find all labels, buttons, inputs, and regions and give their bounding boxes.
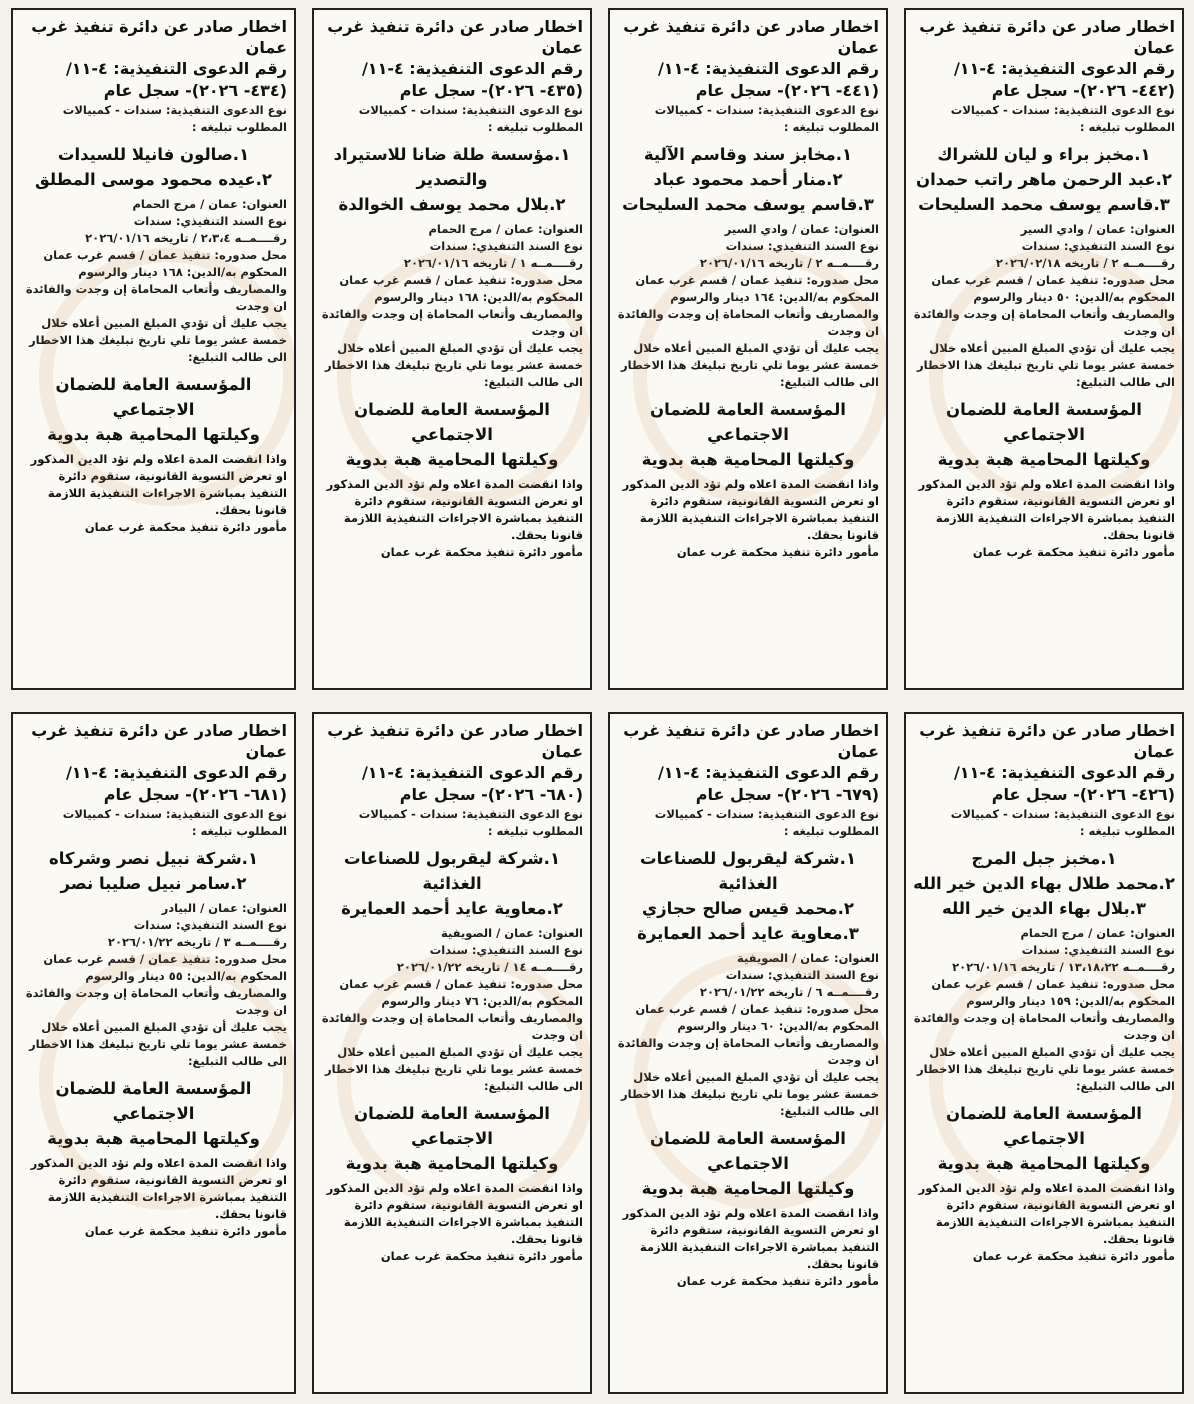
notice-435 [312,8,592,690]
party-1: ١.شركة ليقربول للصناعات الغذائية [343,849,561,893]
doc-number: رقــــمــه ١٣،١٨،٢٢ / تاريخه ٢٠٢٦/٠١/١٦ [952,960,1175,974]
signature: مأمور دائرة تنفيذ محكمة غرب عمان [84,520,287,534]
doc-type: نوع السند التنفيذي: سندات [725,239,879,253]
debt-amount: المحكوم به/الدين: ١٥٩ دينار والرسوم والمصاريف وأتعاب المحاماة إن وجدت والفائدة ان وجدت [913,994,1175,1042]
issuer: محل صدوره: تنفيذ عمان / قسم غرب عمان [931,977,1175,991]
issuer: محل صدوره: تنفيذ عمان / قسم غرب عمان [635,1002,879,1016]
party-1: ١.صالون فانيلا للسيدات [57,145,250,164]
address: العنوان: عمان / مرج الحمام [132,197,287,211]
issuer: محل صدوره: تنفيذ عمان / قسم غرب عمان [43,952,287,966]
doc-type: نوع السند التنفيذي: سندات [725,968,879,982]
warning-text: واذا انقضت المدة اعلاه ولم تؤد الدين المذكور او تعرض التسوية القانونية، ستقوم دائرة التنفيذ بمباشرة الاجراءات التنفيذية اللازمة قانونا بحقك. [326,1181,583,1246]
address: العنوان: عمان / وادي السير [724,222,879,236]
notice-title: اخطار صادر عن دائرة تنفيذ غرب عمان [31,721,287,761]
warning-text: واذا انقضت المدة اعلاه ولم تؤد الدين المذكور او تعرض التسوية القانونية، ستقوم دائرة التنفيذ بمباشرة الاجراءات التنفيذية اللازمة قانونا بحقك. [622,1206,879,1271]
notice-title: اخطار صادر عن دائرة تنفيذ غرب عمان [31,17,287,57]
party-1: ١.مخبز براء و ليان للشراك [937,145,1151,164]
warning-text: واذا انقضت المدة اعلاه ولم تؤد الدين المذكور او تعرض التسوية القانونية، ستقوم دائرة التنفيذ بمباشرة الاجراءات التنفيذية اللازمة قانونا بحقك. [30,452,287,517]
debt-amount: المحكوم به/الدين: ١٦٤ دينار والرسوم والمصاريف وأتعاب المحاماة إن وجدت والفائدة ان وجدت [617,290,879,338]
case-number: رقم الدعوى التنفيذية: ٤-١١/ (٤٣٥- ٢٠٢٦)- سجل عام [361,59,583,100]
party-1: ١.شركة نبيل نصر وشركاه [48,849,259,868]
deadline-text: يجب عليك أن تؤدي المبلغ المبين أعلاه خلال خمسة عشر يوما تلي تاريخ تبليغك هذا الاخطار الى طالب التبليغ: [917,1045,1175,1093]
notice-680 [312,712,592,1394]
case-type: نوع الدعوى التنفيذية: سندات - كمبيالات [950,103,1175,117]
creditor-org: المؤسسة العامة للضمان الاجتماعي [650,400,846,444]
notify-label: المطلوب تبليغه : [487,824,583,838]
party-2: ٢.بلال محمد يوسف الخوالدة [338,195,566,214]
case-type: نوع الدعوى التنفيذية: سندات - كمبيالات [62,807,287,821]
notice-title: اخطار صادر عن دائرة تنفيذ غرب عمان [327,721,583,761]
party-3: ٣.قاسم يوسف محمد السليحات [622,195,874,214]
doc-type: نوع السند التنفيذي: سندات [1021,943,1175,957]
doc-type: نوع السند التنفيذي: سندات [133,214,287,228]
debt-amount: المحكوم به/الدين: ٦٠ دينار والرسوم والمصاريف وأتعاب المحاماة إن وجدت والفائدة ان وجدت [617,1019,879,1067]
deadline-text: يجب عليك أن تؤدي المبلغ المبين أعلاه خلال خمسة عشر يوما تلي تاريخ تبليغك هذا الاخطار الى طالب التبليغ: [29,1020,287,1068]
case-number: رقم الدعوى التنفيذية: ٤-١١/ (٤٤١- ٢٠٢٦)- سجل عام [657,59,879,100]
issuer: محل صدوره: تنفيذ عمان / قسم غرب عمان [339,977,583,991]
case-type: نوع الدعوى التنفيذية: سندات - كمبيالات [358,103,583,117]
notice-681 [11,712,296,1394]
notice-434 [11,8,296,690]
address: العنوان: عمان / وادي السير [1020,222,1175,236]
address: العنوان: عمان / الصويفية [441,926,583,940]
warning-text: واذا انقضت المدة اعلاه ولم تؤد الدين المذكور او تعرض التسوية القانونية، ستقوم دائرة التنفيذ بمباشرة الاجراءات التنفيذية اللازمة قانونا بحقك. [918,1181,1175,1246]
party-2: ٢.عيده محمود موسى المطلق [35,170,272,189]
case-type: نوع الدعوى التنفيذية: سندات - كمبيالات [654,103,879,117]
party-3: ٣.معاوية عايد أحمد العمايرة [637,924,859,943]
notice-441 [608,8,888,690]
issuer: محل صدوره: تنفيذ عمان / قسم غرب عمان [635,273,879,287]
deadline-text: يجب عليك أن تؤدي المبلغ المبين أعلاه خلال خمسة عشر يوما تلي تاريخ تبليغك هذا الاخطار الى طالب التبليغ: [621,1070,879,1118]
case-type: نوع الدعوى التنفيذية: سندات - كمبيالات [654,807,879,821]
party-2: ٢.معاوية عايد أحمد العمايرة [341,899,563,918]
party-1: ١.شركة ليقربول للصناعات الغذائية [639,849,857,893]
doc-number: رقــــمــه ٢ / تاريخه ٢٠٢٦/٠١/١٦ [699,256,879,270]
doc-type: نوع السند التنفيذي: سندات [133,918,287,932]
party-3: ٣.بلال بهاء الدين خير الله [942,899,1146,918]
notice-426 [904,712,1184,1394]
debt-amount: المحكوم به/الدين: ٧٦ دينار والرسوم والمصاريف وأتعاب المحاماة إن وجدت والفائدة ان وجدت [321,994,583,1042]
creditor-org: المؤسسة العامة للضمان الاجتماعي [650,1129,846,1173]
doc-type: نوع السند التنفيذي: سندات [429,239,583,253]
address: العنوان: عمان / البيادر [161,901,287,915]
notify-label: المطلوب تبليغه : [487,120,583,134]
creditor-lawyer: وكيلتها المحامية هبة بدوية [641,1179,855,1198]
creditor-lawyer: وكيلتها المحامية هبة بدوية [47,1129,260,1148]
signature: مأمور دائرة تنفيذ محكمة غرب عمان [676,545,879,559]
debt-amount: المحكوم به/الدين: ١٦٨ دينار والرسوم والمصاريف وأتعاب المحاماة إن وجدت والفائدة ان وجدت [321,290,583,338]
party-2: ٢.سامر نبيل صليبا نصر [60,874,247,893]
notify-label: المطلوب تبليغه : [1079,824,1175,838]
party-2: ٢.عبد الرحمن ماهر راتب حمدان [916,170,1172,189]
doc-number: رقــــمــه ١٤ / تاريخه ٢٠٢٦/٠١/٢٢ [396,960,583,974]
notice-title: اخطار صادر عن دائرة تنفيذ غرب عمان [919,17,1175,57]
doc-number: رقــــمــه ٦ / تاريخه ٢٠٢٦/٠١/٢٢ [699,985,879,999]
creditor-org: المؤسسة العامة للضمان الاجتماعي [946,400,1142,444]
deadline-text: يجب عليك أن تؤدي المبلغ المبين أعلاه خلال خمسة عشر يوما تلي تاريخ تبليغك هذا الاخطار الى طالب التبليغ: [325,341,583,389]
deadline-text: يجب عليك أن تؤدي المبلغ المبين أعلاه خلال خمسة عشر يوما تلي تاريخ تبليغك هذا الاخطار الى طالب التبليغ: [917,341,1175,389]
issuer: محل صدوره: تنفيذ عمان / قسم غرب عمان [43,248,287,262]
case-number: رقم الدعوى التنفيذية: ٤-١١/ (٦٧٩- ٢٠٢٦)- سجل عام [657,763,879,804]
case-number: رقم الدعوى التنفيذية: ٤-١١/ (٤٢٦- ٢٠٢٦)- سجل عام [953,763,1175,804]
signature: مأمور دائرة تنفيذ محكمة غرب عمان [380,1249,583,1263]
case-number: رقم الدعوى التنفيذية: ٤-١١/ (٤٤٢- ٢٠٢٦)- سجل عام [953,59,1175,100]
doc-type: نوع السند التنفيذي: سندات [1021,239,1175,253]
debt-amount: المحكوم به/الدين: ١٦٨ دينار والرسوم والمصاريف وأتعاب المحاماة إن وجدت والفائدة ان وجدت [25,265,287,313]
creditor-org: المؤسسة العامة للضمان الاجتماعي [354,400,550,444]
doc-type: نوع السند التنفيذي: سندات [429,943,583,957]
doc-number: رقــــمــه ٣ / تاريخه ٢٠٢٦/٠١/٢٢ [107,935,287,949]
case-type: نوع الدعوى التنفيذية: سندات - كمبيالات [950,807,1175,821]
notice-442 [904,8,1184,690]
party-2: ٢.محمد قيس صالح حجازي [642,899,854,918]
deadline-text: يجب عليك أن تؤدي المبلغ المبين أعلاه خلال خمسة عشر يوما تلي تاريخ تبليغك هذا الاخطار الى طالب التبليغ: [621,341,879,389]
creditor-lawyer: وكيلتها المحامية هبة بدوية [345,450,559,469]
creditor-org: المؤسسة العامة للضمان الاجتماعي [946,1104,1142,1148]
case-number: رقم الدعوى التنفيذية: ٤-١١/ (٦٨٠- ٢٠٢٦)- سجل عام [361,763,583,804]
notice-title: اخطار صادر عن دائرة تنفيذ غرب عمان [623,17,879,57]
warning-text: واذا انقضت المدة اعلاه ولم تؤد الدين المذكور او تعرض التسوية القانونية، ستقوم دائرة التنفيذ بمباشرة الاجراءات التنفيذية اللازمة قانونا بحقك. [918,477,1175,542]
party-1: ١.مخبز جبل المرج [971,849,1117,868]
party-3: ٣.قاسم يوسف محمد السليحات [918,195,1170,214]
creditor-lawyer: وكيلتها المحامية هبة بدوية [937,1154,1151,1173]
case-number: رقم الدعوى التنفيذية: ٤-١١/ (٤٣٤- ٢٠٢٦)- سجل عام [65,59,287,100]
notice-679 [608,712,888,1394]
case-type: نوع الدعوى التنفيذية: سندات - كمبيالات [358,807,583,821]
signature: مأمور دائرة تنفيذ محكمة غرب عمان [380,545,583,559]
creditor-org: المؤسسة العامة للضمان الاجتماعي [55,375,252,419]
address: العنوان: عمان / مرج الحمام [428,222,583,236]
notify-label: المطلوب تبليغه : [783,824,879,838]
deadline-text: يجب عليك أن تؤدي المبلغ المبين أعلاه خلال خمسة عشر يوما تلي تاريخ تبليغك هذا الاخطار الى طالب التبليغ: [325,1045,583,1093]
signature: مأمور دائرة تنفيذ محكمة غرب عمان [972,1249,1175,1263]
creditor-org: المؤسسة العامة للضمان الاجتماعي [55,1079,252,1123]
notify-label: المطلوب تبليغه : [191,120,287,134]
case-number: رقم الدعوى التنفيذية: ٤-١١/ (٦٨١- ٢٠٢٦)- سجل عام [65,763,287,804]
doc-number: رقــــمــه ١ / تاريخه ٢٠٢٦/٠١/١٦ [403,256,583,270]
notice-title: اخطار صادر عن دائرة تنفيذ غرب عمان [623,721,879,761]
warning-text: واذا انقضت المدة اعلاه ولم تؤد الدين المذكور او تعرض التسوية القانونية، ستقوم دائرة التنفيذ بمباشرة الاجراءات التنفيذية اللازمة قانونا بحقك. [326,477,583,542]
issuer: محل صدوره: تنفيذ عمان / قسم غرب عمان [339,273,583,287]
signature: مأمور دائرة تنفيذ محكمة غرب عمان [84,1224,287,1238]
party-1: ١.مخابز سند وقاسم الآلية [643,145,853,164]
doc-number: رقــــمــه ٢،٣،٤ / تاريخه ٢٠٢٦/٠١/١٦ [85,231,287,245]
issuer: محل صدوره: تنفيذ عمان / قسم غرب عمان [931,273,1175,287]
notify-label: المطلوب تبليغه : [783,120,879,134]
address: العنوان: عمان / مرج الحمام [1020,926,1175,940]
warning-text: واذا انقضت المدة اعلاه ولم تؤد الدين المذكور او تعرض التسوية القانونية، ستقوم دائرة التنفيذ بمباشرة الاجراءات التنفيذية اللازمة قانونا بحقك. [622,477,879,542]
notify-label: المطلوب تبليغه : [191,824,287,838]
creditor-org: المؤسسة العامة للضمان الاجتماعي [354,1104,550,1148]
creditor-lawyer: وكيلتها المحامية هبة بدوية [47,425,260,444]
creditor-lawyer: وكيلتها المحامية هبة بدوية [641,450,855,469]
debt-amount: المحكوم به/الدين: ٥٥ دينار والرسوم والمصاريف وأتعاب المحاماة إن وجدت والفائدة ان وجدت [25,969,287,1017]
creditor-lawyer: وكيلتها المحامية هبة بدوية [937,450,1151,469]
notice-title: اخطار صادر عن دائرة تنفيذ غرب عمان [919,721,1175,761]
case-type: نوع الدعوى التنفيذية: سندات - كمبيالات [62,103,287,117]
notice-title: اخطار صادر عن دائرة تنفيذ غرب عمان [327,17,583,57]
deadline-text: يجب عليك أن تؤدي المبلغ المبين أعلاه خلال خمسة عشر يوما تلي تاريخ تبليغك هذا الاخطار الى طالب التبليغ: [29,316,287,364]
party-2: ٢.منار أحمد محمود عباد [653,170,843,189]
debt-amount: المحكوم به/الدين: ٥٠ دينار والرسوم والمصاريف وأتعاب المحاماة إن وجدت والفائدة ان وجدت [913,290,1175,338]
signature: مأمور دائرة تنفيذ محكمة غرب عمان [972,545,1175,559]
creditor-lawyer: وكيلتها المحامية هبة بدوية [345,1154,559,1173]
signature: مأمور دائرة تنفيذ محكمة غرب عمان [676,1274,879,1288]
party-1: ١.مؤسسة طلة ضانا للاستيراد والتصدير [333,145,571,189]
party-2: ٢.محمد طلال بهاء الدين خير الله [913,874,1175,893]
notify-label: المطلوب تبليغه : [1079,120,1175,134]
doc-number: رقــــمــه ٢ / تاريخه ٢٠٢٦/٠٢/١٨ [995,256,1175,270]
address: العنوان: عمان / الصويفية [737,951,879,965]
warning-text: واذا انقضت المدة اعلاه ولم تؤد الدين المذكور او تعرض التسوية القانونية، ستقوم دائرة التنفيذ بمباشرة الاجراءات التنفيذية اللازمة قانونا بحقك. [30,1156,287,1221]
